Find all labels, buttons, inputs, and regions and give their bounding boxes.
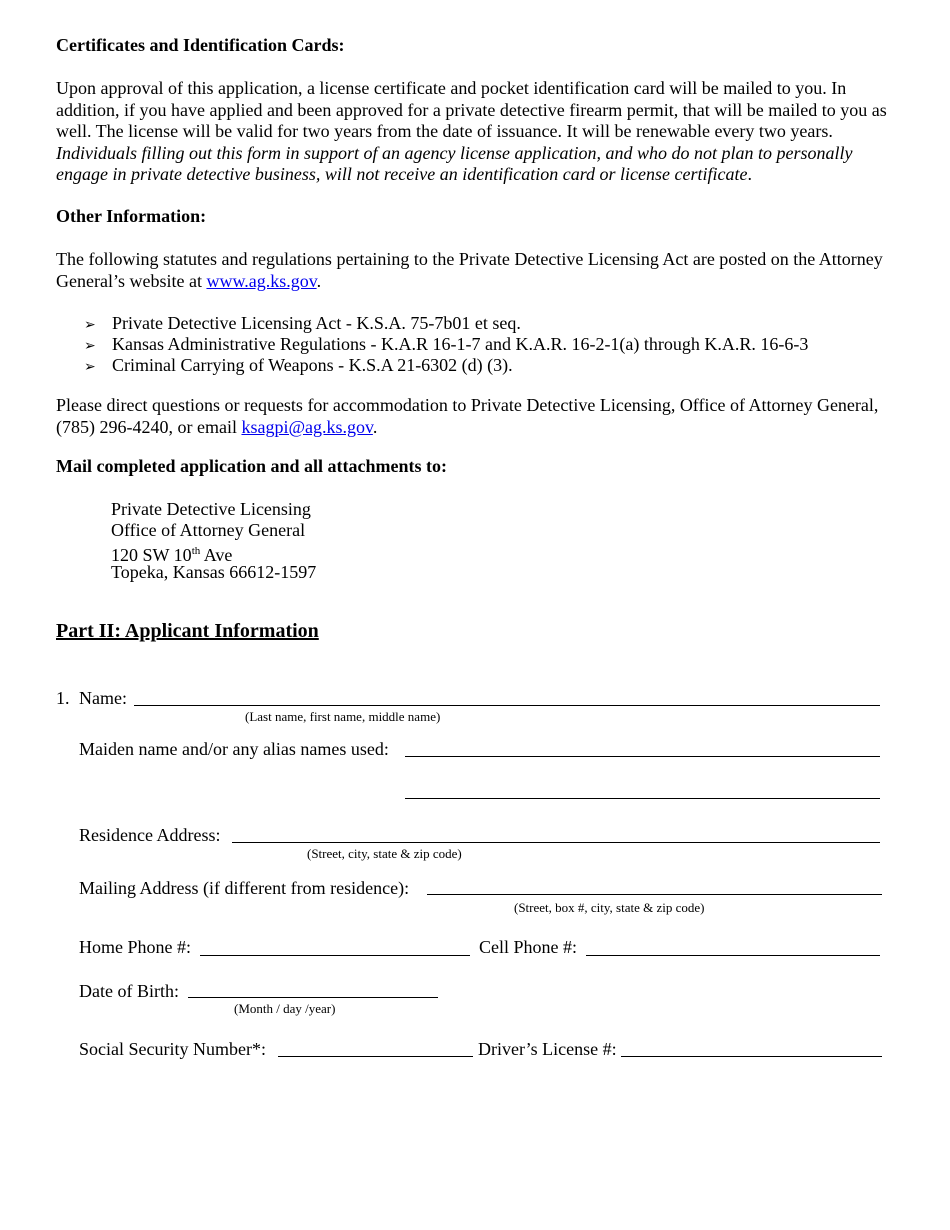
- website-link[interactable]: www.ag.ks.gov: [206, 270, 317, 291]
- name-hint: (Last name, first name, middle name): [245, 709, 441, 724]
- arrow-bullet-icon: ➢: [84, 318, 96, 333]
- address-superscript: th: [191, 545, 201, 557]
- certificates-paragraph: [56, 78, 896, 186]
- alias-name-field[interactable]: [405, 798, 880, 799]
- arrow-bullet-icon: ➢: [84, 360, 96, 375]
- certificates-text: Upon approval of this application, a license certificate and pocket identification card will be mailed to you. In addition, if you have applied and been approved for a private detective firearm permit, that will be mailed to you as well. The license will be valid for two years from the date of issuance. It will be renewable every two years.: [56, 78, 887, 141]
- residence-hint: (Street, city, state & zip code): [307, 846, 462, 861]
- arrow-bullet-icon: ➢: [84, 339, 96, 354]
- mail-heading: Mail completed application and all attachments to:: [56, 456, 447, 476]
- certificates-italic-text: Individuals filling out this form in support of an agency license application, and who do not plan to personally engage in private detective business, will not receive an identification card or license certificate: [56, 142, 853, 184]
- maiden-name-field[interactable]: [405, 756, 880, 757]
- other-info-paragraph: [56, 249, 896, 292]
- residence-address-field[interactable]: [232, 842, 880, 843]
- address-street: 120 SW 10: [111, 545, 192, 565]
- residence-label: Residence Address:: [79, 825, 221, 845]
- other-info-heading: Other Information:: [56, 206, 207, 226]
- drivers-license-field[interactable]: [621, 1056, 882, 1057]
- list-item-text: Kansas Administrative Regulations - K.A.R 16-1-7 and K.A.R. 16-2-1(a) through K.A.R. 16-6-3: [112, 334, 809, 354]
- contact-period: .: [372, 416, 378, 437]
- other-info-intro: The following statutes and regulations pertaining to the Private Detective Licensing Act are posted on the Attorney General’s website at: [56, 249, 883, 291]
- address-line-2: Office of Attorney General: [111, 520, 306, 540]
- contact-text: Please direct questions or requests for accommodation to Private Detective Licensing, Office of Attorney General, (785) 296-4240, or email: [56, 395, 879, 437]
- list-item: [84, 334, 808, 357]
- address-street-suffix: Ave: [200, 545, 233, 565]
- address-line-4: Topeka, Kansas 66612-1597: [111, 562, 317, 582]
- drivers-license-label: Driver’s License #:: [478, 1039, 617, 1059]
- ssn-label: Social Security Number*:: [79, 1039, 266, 1059]
- part2-title: Part II: Applicant Information: [56, 620, 319, 642]
- home-phone-field[interactable]: [200, 955, 470, 956]
- cell-phone-label: Cell Phone #:: [479, 937, 577, 957]
- mailing-label: Mailing Address (if different from residence):: [79, 878, 410, 898]
- maiden-label: Maiden name and/or any alias names used:: [79, 739, 389, 759]
- email-link[interactable]: ksagpi@ag.ks.gov: [241, 416, 373, 437]
- list-item-text: Private Detective Licensing Act - K.S.A. 75-7b01 et seq.: [112, 313, 521, 333]
- home-phone-label: Home Phone #:: [79, 937, 191, 957]
- dob-field[interactable]: [188, 997, 438, 998]
- contact-paragraph: [56, 395, 896, 438]
- name-field[interactable]: [134, 705, 880, 706]
- certificates-heading: Certificates and Identification Cards:: [56, 35, 345, 55]
- dob-label: Date of Birth:: [79, 981, 179, 1001]
- ssn-field[interactable]: [278, 1056, 473, 1057]
- cell-phone-field[interactable]: [586, 955, 880, 956]
- mailing-address-field[interactable]: [427, 894, 882, 895]
- mailing-hint: (Street, box #, city, state & zip code): [514, 900, 705, 915]
- certificates-period: .: [747, 164, 752, 184]
- address-line-1: Private Detective Licensing: [111, 499, 311, 519]
- list-item: [84, 313, 521, 336]
- dob-hint: (Month / day /year): [234, 1001, 336, 1016]
- name-label: Name:: [79, 688, 127, 708]
- list-item: [84, 355, 513, 378]
- list-item-text: Criminal Carrying of Weapons - K.S.A 21-6302 (d) (3).: [112, 355, 513, 375]
- other-info-period: .: [316, 270, 322, 291]
- item-number: 1.: [56, 688, 70, 708]
